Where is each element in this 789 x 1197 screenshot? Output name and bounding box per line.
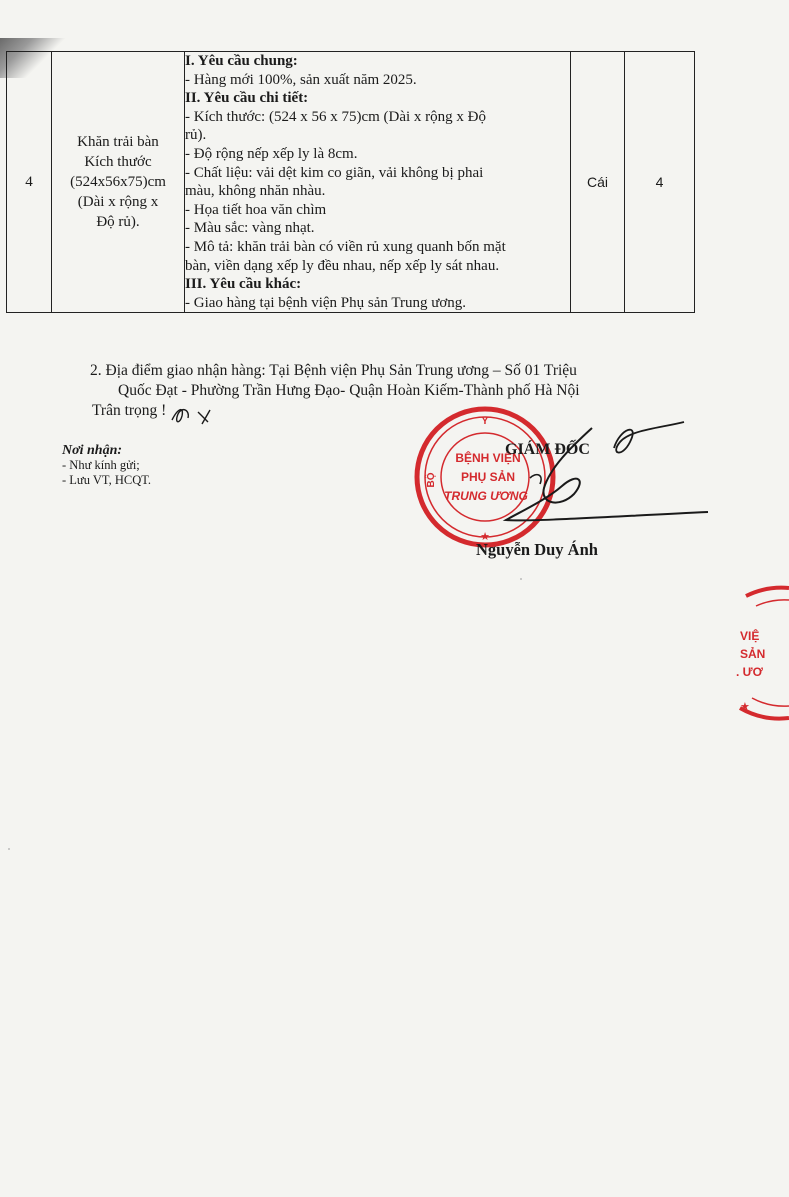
seal-top-letter: Y xyxy=(481,416,489,427)
seal-line-1: BỆNH VIỆN xyxy=(455,451,521,465)
item-name-line: Kích thước xyxy=(84,154,152,171)
item-name-line: Khăn trải bàn xyxy=(77,134,159,151)
spec-section-heading: II. Yêu cầu chi tiết: xyxy=(185,90,309,107)
spec-line: - Kích thước: (524 x 56 x 75)cm (Dài x rộng x Độ xyxy=(185,108,487,125)
scan-speck xyxy=(520,578,522,580)
item-name-line: (524x56x75)cm xyxy=(70,174,166,191)
recipients-title: Nơi nhận: xyxy=(62,443,123,458)
spec-line: - Chất liệu: vải dệt kim co giãn, vải không bị phai xyxy=(185,164,484,181)
spec-line: - Mô tả: khăn trải bàn có viền rủ xung quanh bốn mặt xyxy=(185,238,506,255)
delivery-line-1: 2. Địa điểm giao nhận hàng: Tại Bệnh viện Phụ Sản Trung ương – Số 01 Triệu xyxy=(90,362,577,379)
seal-left-text: BỘ xyxy=(426,472,437,488)
director-name: Nguyễn Duy Ánh xyxy=(476,540,598,559)
closing-regards: Trân trọng ! xyxy=(92,402,167,419)
recipients-block xyxy=(62,443,151,488)
spec-section-heading: III. Yêu cầu khác: xyxy=(185,276,302,293)
spec-line: - Giao hàng tại bệnh viện Phụ sản Trung ương. xyxy=(185,294,467,311)
seal-line-2: PHỤ SẢN xyxy=(460,470,516,484)
recipient-item: - Lưu VT, HCQT. xyxy=(62,473,152,487)
item-name-cell xyxy=(52,52,185,313)
spec-section-heading: I. Yêu cầu chung: xyxy=(185,53,298,69)
quantity-cell: 4 xyxy=(625,52,695,313)
unit-cell: Cái xyxy=(571,52,625,313)
recipient-item: - Như kính gửi; xyxy=(62,458,140,472)
side-seal-line-2: SẢN xyxy=(740,647,766,661)
delivery-line-2: Quốc Đạt - Phường Trần Hưng Đạo- Quận Hoàn Kiếm-Thành phố Hà Nội xyxy=(118,381,580,399)
table-row xyxy=(7,52,695,313)
spec-line: màu, không nhăn nhàu. xyxy=(185,183,326,200)
director-title: GIÁM ĐỐC xyxy=(505,441,590,458)
director-signature xyxy=(470,408,730,538)
spec-line: rủ). xyxy=(185,127,207,144)
item-name-line: Độ rủ). xyxy=(96,214,140,231)
item-name-line: (Dài x rộng x xyxy=(77,194,159,211)
item-spec-cell xyxy=(185,52,571,313)
delivery-location xyxy=(90,361,650,400)
side-seal-line-3: . ƯƠ xyxy=(736,665,763,679)
spec-line: - Độ rộng nếp xếp ly là 8cm. xyxy=(185,145,358,162)
initial-signature xyxy=(168,402,224,428)
side-seal-star-icon: ★ xyxy=(740,700,750,713)
partial-seal-stamp xyxy=(726,578,789,728)
scan-speck xyxy=(8,848,10,850)
seal-line-3: TRUNG ƯƠNG xyxy=(444,489,528,503)
side-seal-line-1: VIỆ xyxy=(740,629,760,643)
spec-line: - Hàng mới 100%, sản xuất năm 2025. xyxy=(185,71,417,88)
spec-line: bàn, viền dạng xếp ly đều nhau, nếp xếp ly sát nhau. xyxy=(185,257,500,274)
seal-star-icon: ★ xyxy=(480,530,490,543)
spec-line: - Màu sắc: vàng nhạt. xyxy=(185,220,315,237)
row-number: 4 xyxy=(7,52,52,313)
spec-line: - Họa tiết hoa văn chìm xyxy=(185,201,327,218)
items-table xyxy=(6,51,695,313)
